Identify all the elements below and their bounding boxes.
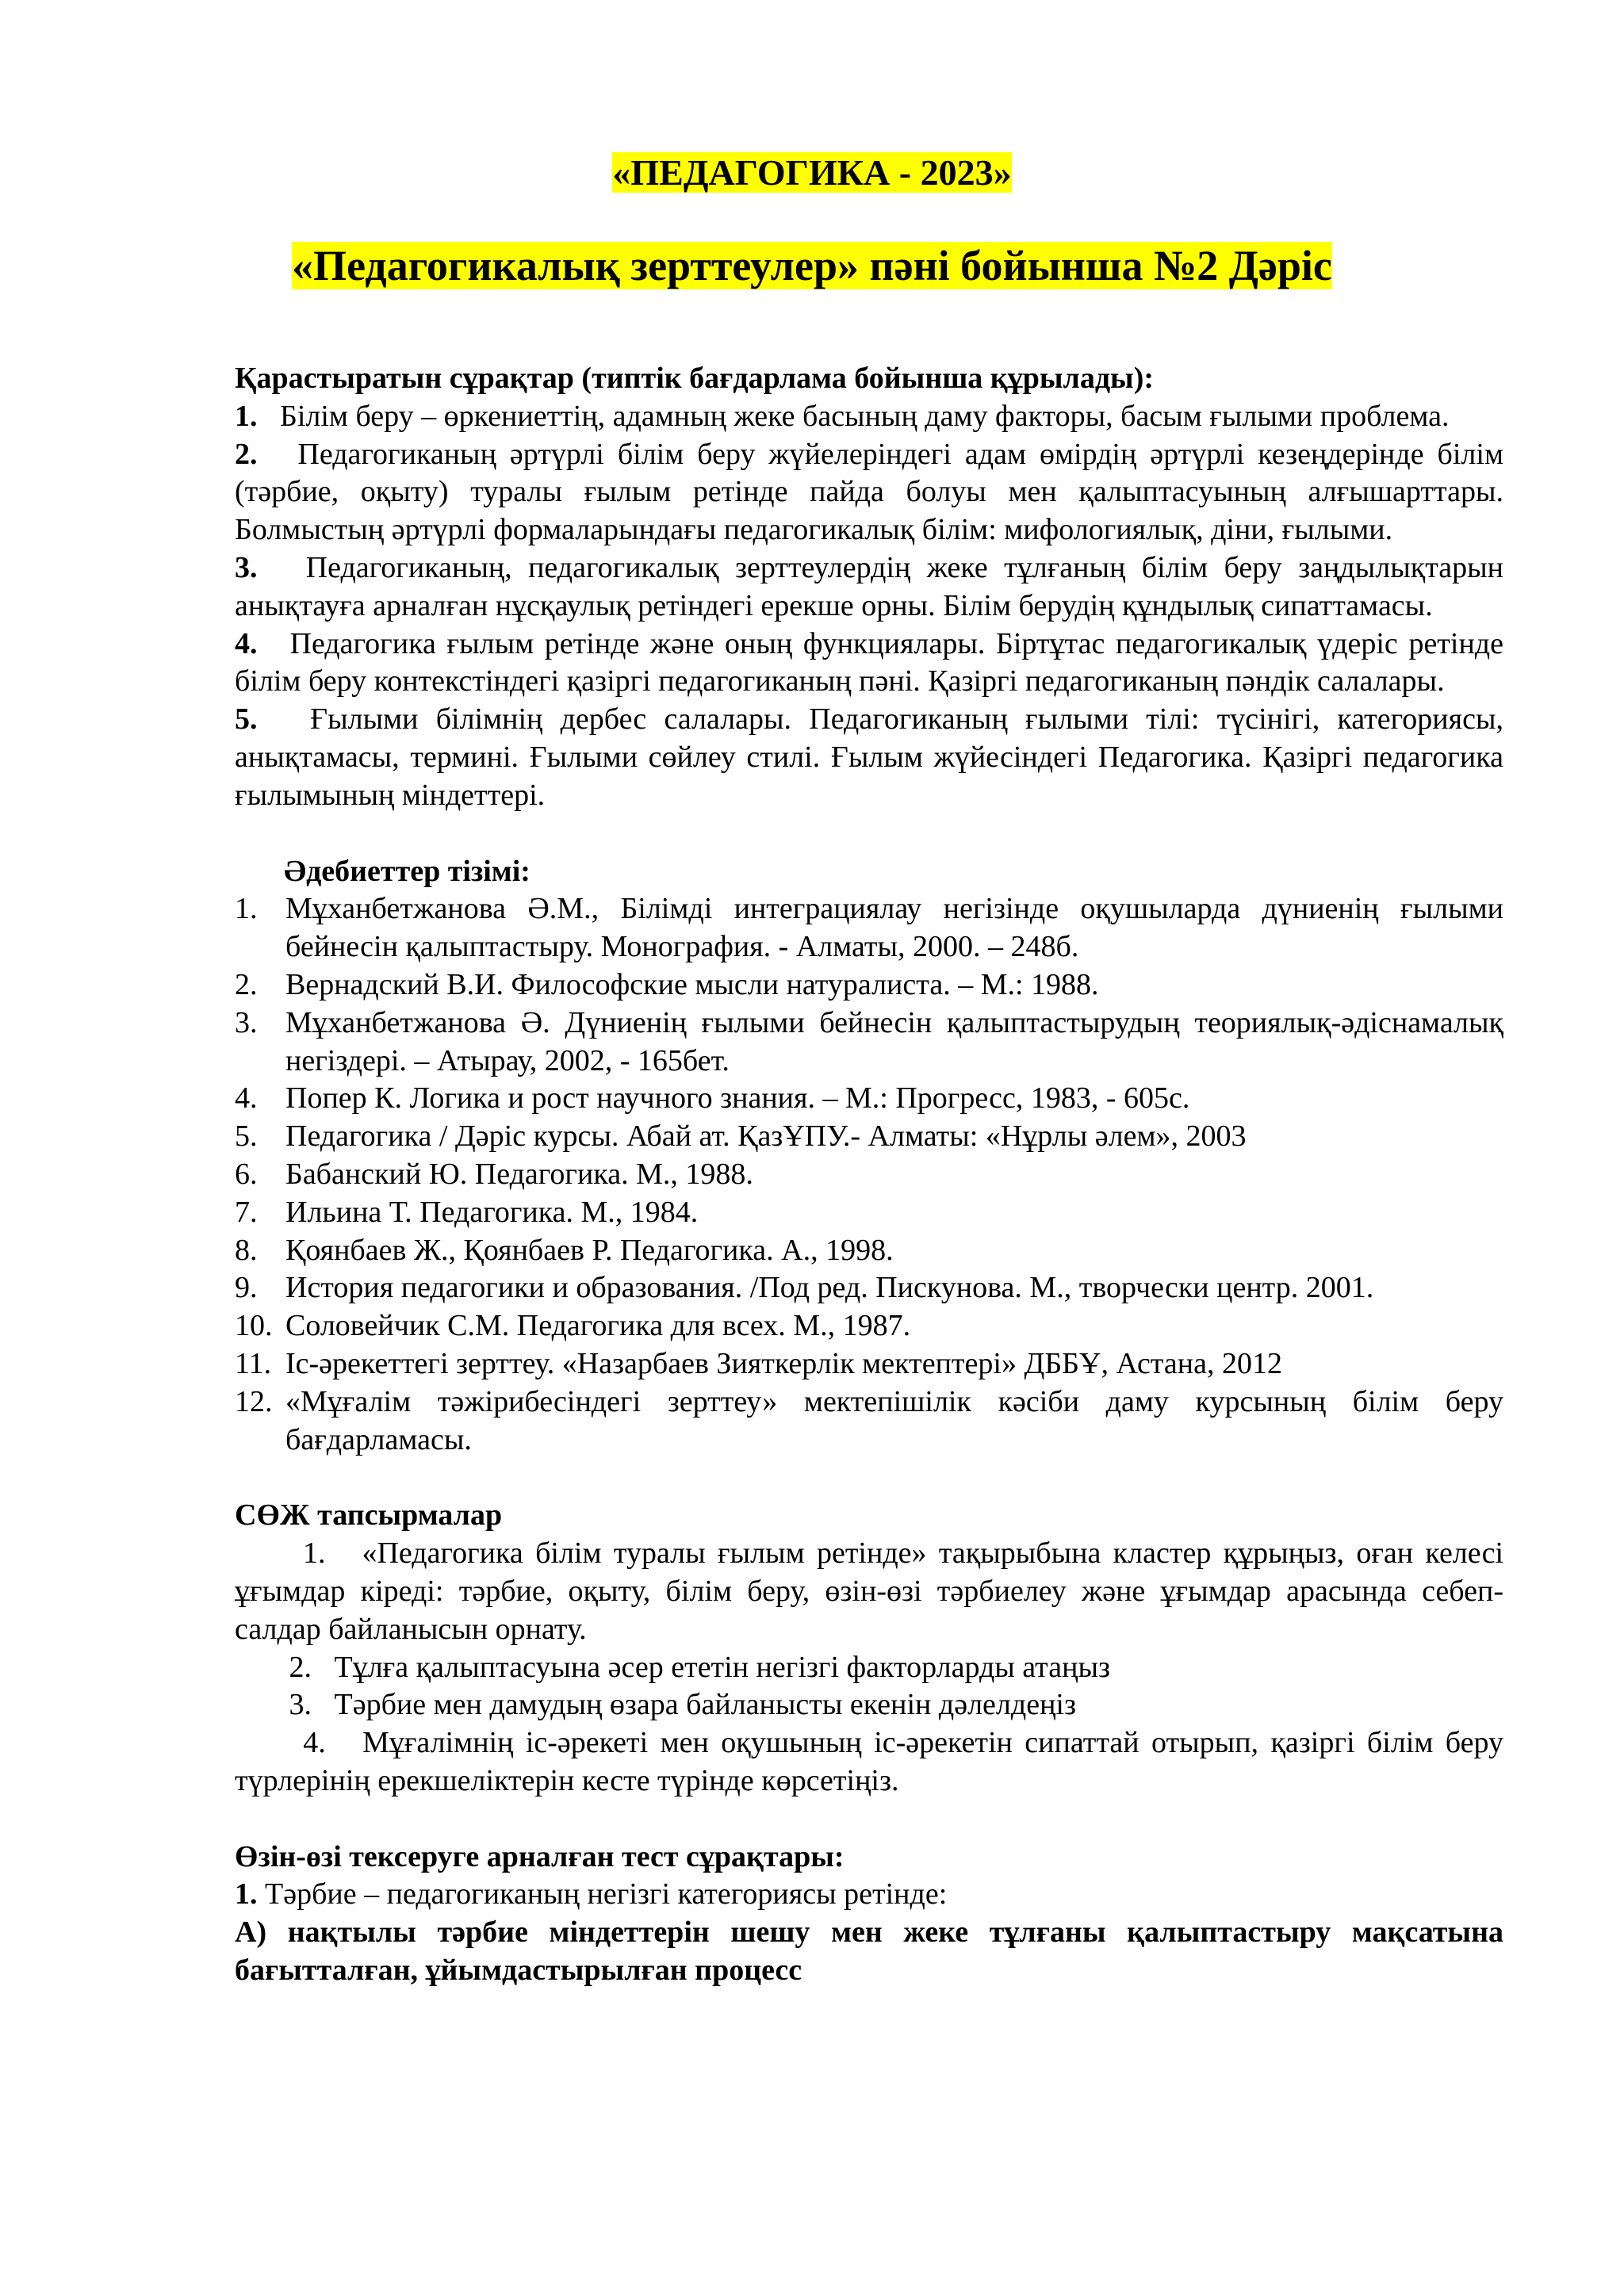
document-title: «ПЕДАГОГИКА - 2023»: [612, 152, 1012, 193]
literature-item: 5. Педагогика / Дәріс курсы. Абай ат. ҚазҰПУ.- Алматы: «Нұрлы әлем», 2003: [235, 1119, 1247, 1154]
test-question: 1. Тәрбие – педагогиканың негізгі категориясы ретінде:: [235, 1877, 948, 1911]
literature-item: 9. История педагогики и образования. /Под ред. Пискунова. М., творчески центр. 2001.: [235, 1271, 1374, 1305]
questions-heading: Қарастыратын сұрақтар (типтік бағдарлама бойынша құрылады):: [235, 362, 1155, 395]
test-answer-a: А) нақтылы тәрбие міндеттерін шешу мен жеке тұлғаны қалыптастыру мақсатына бағытталған, ұйымдастырылған процесс: [235, 1915, 1503, 1988]
literature-item: 2. Вернадский В.И. Философские мысли натуралиста. – М.: 1988.: [235, 967, 1099, 1001]
srs-item: 2. Тұлға қалыптасуына әсер ететін негізгі факторларды атаңыз: [289, 1650, 1110, 1684]
literature-item: 7. Ильина Т. Педагогика. М., 1984.: [235, 1195, 699, 1229]
question-item: 2. Педагогиканың әртүрлі білім беру жүйелеріндегі адам өмірдің әртүрлі кезеңдерінде білім (тәрбие, оқыту) туралы ғылым ретінде пайда болуы мен қалыптасуының алғышарттары. Болмыстың әртүрлі формаларындағы педагогикалық білім: мифологиялық, діни, ғылыми.: [235, 437, 1503, 547]
srs-heading: СӨЖ тапсырмалар: [235, 1498, 503, 1533]
question-item: 3. Педагогиканың, педагогикалық зерттеулердің жеке тұлғаның білім беру заңдылықтарын анықтауға арналған нұсқаулық ретіндегі ерекше орны. Білім берудің құндылық сипаттамасы.: [235, 550, 1503, 622]
literature-item: 12. «Мұғалім тәжірибесіндегі зерттеу» мектепішілік кәсіби даму курсының білім беру бағдарламасы.: [235, 1384, 1503, 1456]
literature-heading: Әдебиеттер тізімі:: [284, 854, 530, 888]
literature-list: [235, 890, 1503, 1459]
document-subtitle: «Педагогикалық зерттеулер» пәні бойынша №2 Дәріс: [292, 242, 1332, 289]
test-heading: Өзін-өзі тексеруге арналған тест сұрақтары:: [235, 1839, 845, 1873]
literature-item: 11. Іс-әрекеттегі зерттеу. «Назарбаев Зияткерлік мектептері» ДББҰ, Астана, 2012: [235, 1346, 1282, 1380]
literature-item: 4. Попер К. Логика и рост научного знания. – М.: Прогресс, 1983, - 605с.: [235, 1081, 1190, 1115]
literature-item: 1. Мұханбетжанова Ә.М., Білімді интеграциялау негізінде оқушыларда дүниенің ғылыми бейнесін қалыптастыру. Монография. - Алматы, 2000. – 248б.: [235, 892, 1503, 964]
srs-item: 4. Мұғалімнің іс-әрекеті мен оқушының іс-әрекетін сипаттай отырып, қазіргі білім беру түрлерінің ерекшеліктерін кесте түрінде көрсетіңіз.: [235, 1726, 1504, 1797]
srs-item: 3. Тәрбие мен дамудың өзара байланысты екенін дәлелдеңіз: [289, 1688, 1076, 1722]
literature-item: 10. Соловейчик С.М. Педагогика для всех. М., 1987.: [235, 1309, 911, 1343]
question-item: 1. Білім беру – өркениеттің, адамның жеке басының даму факторы, басым ғылыми проблема.: [235, 399, 1450, 433]
literature-item: 8. Қоянбаев Ж., Қоянбаев Р. Педагогика. А., 1998.: [235, 1233, 894, 1267]
question-item: 4. Педагогика ғылым ретінде және оның функциялары. Біртұтас педагогикалық үдеріс ретінде білім беру контекстіндегі қазіргі педагогиканың пәні. Қазіргі педагогиканың пәндік салалары.: [235, 626, 1504, 698]
question-item: 5. Ғылыми білімнің дербес салалары. Педагогиканың ғылыми тілі: түсінігі, категориясы, анықтамасы, термині. Ғылыми сөйлеу стилі. Ғылым жүйесіндегі Педагогика. Қазіргі педагогика ғылымының міндеттері.: [235, 702, 1503, 812]
literature-item: 3. Мұханбетжанова Ә. Дүниенің ғылыми бейнесін қалыптастырудың теориялық-әдіснамалық негіздері. – Атырау, 2002, - 165бет.: [235, 1005, 1503, 1077]
srs-item: 1. «Педагогика білім туралы ғылым ретінде» тақырыбына кластер құрыңыз, оған келесі ұғымдар кіреді: тәрбие, оқыту, білім беру, өзін-өзі тәрбиелеу және ұғымдар арасында себеп-салдар байланысын орнату.: [235, 1536, 1504, 1646]
document-body: [235, 360, 1503, 1990]
literature-item: 6. Бабанский Ю. Педагогика. М., 1988.: [235, 1157, 753, 1191]
